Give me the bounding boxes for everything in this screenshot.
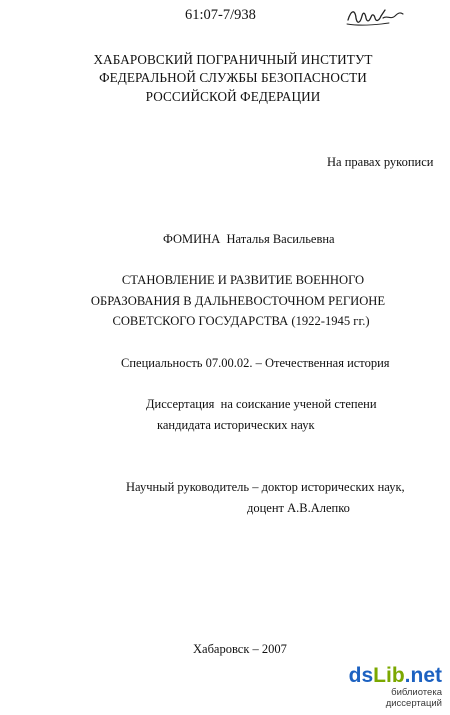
rights-notice: На правах рукописи (327, 155, 434, 169)
dslib-logo: dsLib.net (348, 664, 442, 687)
city-year: Хабаровск – 2007 (193, 642, 287, 656)
title-line-3: СОВЕТСКОГО ГОСУДАРСТВА (1922-1945 гг.) (112, 314, 370, 328)
specialty: Специальность 07.00.02. – Отечественная история (121, 356, 390, 370)
handwritten-signature (345, 6, 407, 28)
institution-line-3: РОССИЙСКОЙ ФЕДЕРАЦИИ (145, 89, 321, 104)
institution-line-1: ХАБАРОВСКИЙ ПОГРАНИЧНЫЙ ИНСТИТУТ (93, 52, 373, 67)
watermark-subtitle: библиотека диссертаций (385, 687, 442, 709)
dissertation-line-2: кандидата исторических наук (157, 418, 315, 432)
dissertation-line-1: Диссертация на соискание ученой степени (146, 397, 377, 411)
supervisor-line-2: доцент А.В.Алепко (247, 501, 350, 515)
author-name: ФОМИНА Наталья Васильевна (163, 232, 335, 246)
supervisor-line-1: Научный руководитель – доктор исторических наук, (126, 480, 405, 494)
institution-line-2: ФЕДЕРАЛЬНОЙ СЛУЖБЫ БЕЗОПАСНОСТИ (99, 70, 367, 85)
title-line-1: СТАНОВЛЕНИЕ И РАЗВИТИЕ ВОЕННОГО (121, 273, 365, 287)
dslib-watermark (342, 665, 442, 709)
archive-code: 61:07-7/938 (185, 7, 256, 23)
title-line-2: ОБРАЗОВАНИЯ В ДАЛЬНЕВОСТОЧНОМ РЕГИОНЕ (90, 294, 386, 308)
